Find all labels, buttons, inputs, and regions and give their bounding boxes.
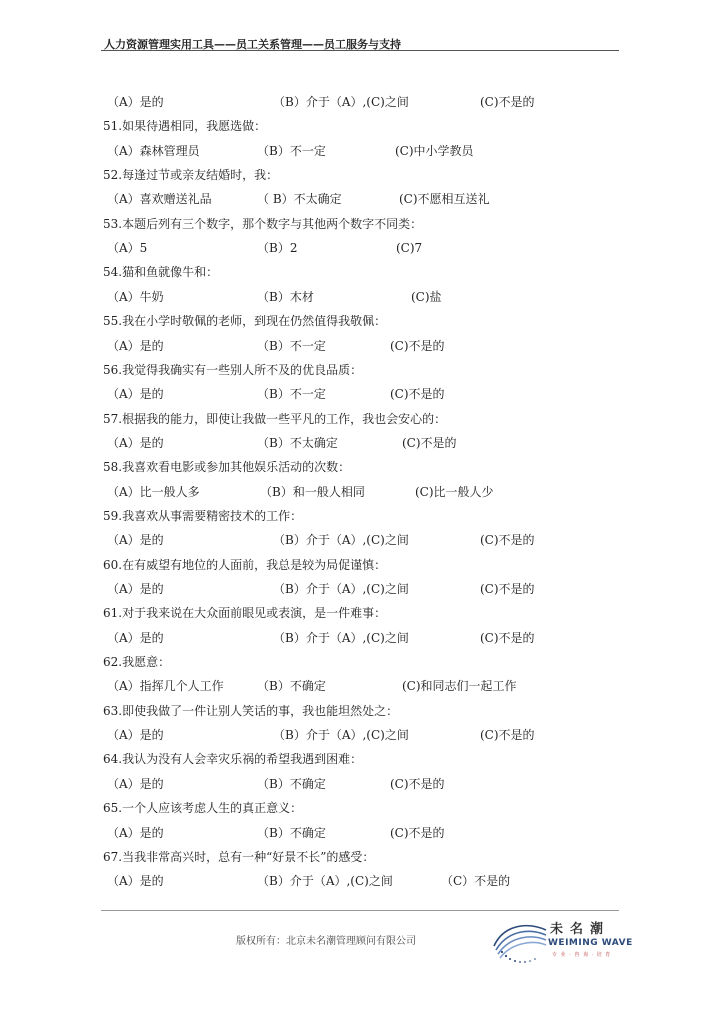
answer-option-b: （B）不确定 <box>257 777 326 791</box>
answer-option-b: （B）2 <box>257 241 298 255</box>
answer-option-a: （A）是的 <box>107 631 164 645</box>
answer-option-a: （A）是的 <box>107 728 164 742</box>
answer-option-a: （A）是的 <box>107 95 164 109</box>
answer-option-b: （B）和一般人相同 <box>260 485 365 499</box>
answer-option-c: (C)中小学教员 <box>395 144 474 158</box>
question-text: 57.根据我的能力，即使让我做一些平凡的工作，我也会安心的： <box>103 412 447 426</box>
question-text: 62.我愿意： <box>103 655 171 669</box>
company-logo <box>490 916 633 968</box>
answer-option-b: （B）介于（A）,(C)之间 <box>273 95 409 109</box>
logo-slogan: 专 业 · 咨 询 · 培 育 <box>552 952 612 958</box>
running-header-title: 人力资源管理实用工具——员工关系管理——员工服务与支持 <box>104 38 401 51</box>
footer-copyright: 版权所有：北京未名潮管理顾问有限公司 <box>236 936 416 947</box>
answer-option-b: （B）介于（A）,(C)之间 <box>273 582 409 596</box>
answer-option-c: (C)和同志们一起工作 <box>402 679 517 693</box>
answer-option-c: (C)不是的 <box>480 95 535 109</box>
logo-chinese-name: 未名潮 <box>550 922 611 937</box>
answer-option-c: (C)不是的 <box>402 436 457 450</box>
answer-option-c: (C)不是的 <box>480 728 535 742</box>
answer-option-c: (C)盐 <box>411 290 442 304</box>
answer-option-c: (C)不是的 <box>480 631 535 645</box>
answer-option-a: （A）是的 <box>107 582 164 596</box>
answer-option-c: (C)不愿相互送礼 <box>399 192 490 206</box>
answer-option-a: （A）5 <box>107 241 148 255</box>
answer-option-a: （A）是的 <box>107 339 164 353</box>
wave-logo-icon <box>490 916 550 968</box>
question-text: 56.我觉得我确实有一些别人所不及的优良品质： <box>103 363 363 377</box>
answer-option-b: （B）不确定 <box>257 826 326 840</box>
answer-option-b: （B）不一定 <box>257 339 326 353</box>
answer-option-b: （B）不一定 <box>257 144 326 158</box>
answer-option-b: （B）介于（A）,(C)之间 <box>273 728 409 742</box>
answer-option-a: （A）是的 <box>107 777 164 791</box>
question-text: 65.一个人应该考虑人生的真正意义： <box>103 801 303 815</box>
question-text: 59.我喜欢从事需要精密技术的工作： <box>103 509 303 523</box>
question-text: 63.即使我做了一件让别人笑话的事，我也能坦然处之： <box>103 704 399 718</box>
answer-option-b: （B）介于（A）,(C)之间 <box>273 631 409 645</box>
answer-option-b: （B）不确定 <box>257 679 326 693</box>
answer-option-b: （B）介于（A）,(C)之间 <box>257 874 393 888</box>
answer-option-b: （B）不一定 <box>257 387 326 401</box>
question-text: 67.当我非常高兴时，总有一种“好景不长”的感受： <box>103 850 375 864</box>
answer-option-a: （A）是的 <box>107 874 164 888</box>
answer-option-a: （A）是的 <box>107 533 164 547</box>
answer-option-c: (C)不是的 <box>390 339 445 353</box>
answer-option-c: (C)不是的 <box>390 387 445 401</box>
answer-option-a: （A）是的 <box>107 436 164 450</box>
answer-option-c: (C)不是的 <box>390 777 445 791</box>
question-text: 54.猫和鱼就像牛和： <box>103 265 219 279</box>
question-text: 51.如果待遇相同，我愿选做： <box>103 119 267 133</box>
answer-option-c: (C)比一般人少 <box>415 485 494 499</box>
logo-english-name: WEIMING WAVE <box>548 938 633 948</box>
answer-option-a: （A）是的 <box>107 826 164 840</box>
answer-option-a: （A）牛奶 <box>107 290 164 304</box>
answer-option-b: （B）介于（A）,(C)之间 <box>273 533 409 547</box>
answer-option-a: （A）喜欢赠送礼品 <box>107 192 212 206</box>
answer-option-a: （A）比一般人多 <box>107 485 200 499</box>
question-text: 60.在有威望有地位的人面前，我总是较为局促谨慎： <box>103 558 387 572</box>
answer-option-c: (C)7 <box>396 241 423 255</box>
answer-option-b: （B）不太确定 <box>257 436 338 450</box>
answer-option-b: （ B）不太确定 <box>257 192 342 206</box>
question-text: 58.我喜欢看电影或参加其他娱乐活动的次数： <box>103 460 351 474</box>
question-text: 53.本题后列有三个数字，那个数字与其他两个数字不同类： <box>103 217 423 231</box>
question-text: 64.我认为没有人会幸灾乐祸的希望我遇到困难： <box>103 752 363 766</box>
answer-option-c: (C)不是的 <box>480 533 535 547</box>
question-text: 52.每逢过节或亲友结婚时，我： <box>103 168 279 182</box>
answer-option-a: （A）是的 <box>107 387 164 401</box>
answer-option-a: （A）森林管理员 <box>107 144 200 158</box>
answer-option-c: (C)不是的 <box>390 826 445 840</box>
question-text: 55.我在小学时敬佩的老师，到现在仍然值得我敬佩： <box>103 314 387 328</box>
answer-option-a: （A）指挥几个人工作 <box>107 679 224 693</box>
answer-option-c: (C)不是的 <box>480 582 535 596</box>
question-text: 61.对于我来说在大众面前眼见或表演，是一件难事： <box>103 606 387 620</box>
answer-option-c: （C）不是的 <box>441 874 511 888</box>
answer-option-b: （B）木材 <box>257 290 314 304</box>
footer-divider <box>101 910 619 911</box>
